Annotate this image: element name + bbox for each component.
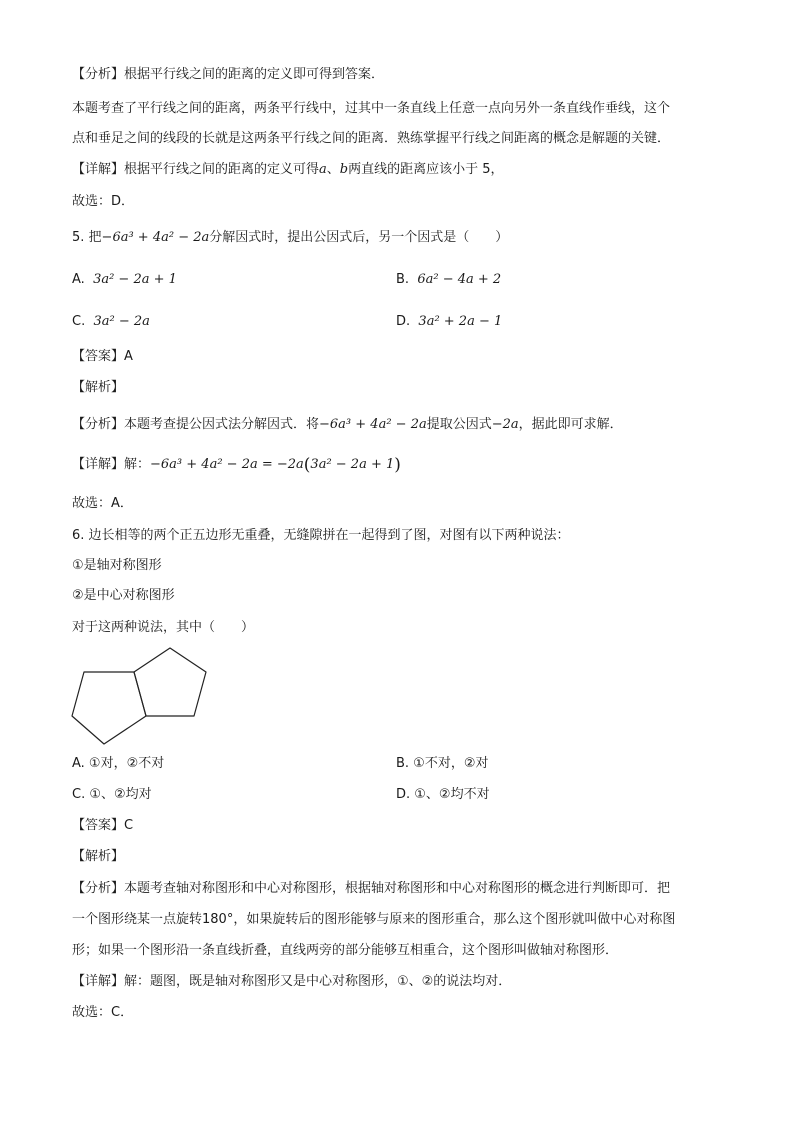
q6-analysis-line-1: 【分析】本题考查轴对称图形和中心对称图形，根据轴对称图形和中心对称图形的概念进行判断即可．把 xyxy=(72,881,671,896)
q5-choose: 故选：A． xyxy=(72,496,133,511)
q6-stem: 6. 边长相等的两个正五边形无重叠，无缝隙拼在一起得到了图，对图有以下两种说法： xyxy=(72,528,570,543)
q6-jiexi: 【解析】 xyxy=(72,849,125,864)
q5-option-b-expr: 6a² − 4a + 2 xyxy=(417,272,502,287)
q6-detail: 【详解】解：题图，既是轴对称图形又是中心对称图形，①、②的说法均对． xyxy=(72,974,512,989)
q4-detail-prefix: 【详解】根据平行线之间的距离的定义可得 xyxy=(72,162,320,177)
q5-analysis xyxy=(72,416,623,434)
q5-stem xyxy=(72,229,508,247)
q4-var-a: a xyxy=(319,162,327,177)
q5-detail-right-paren: ) xyxy=(394,455,401,475)
q4-analysis: 【分析】根据平行线之间的距离的定义即可得到答案． xyxy=(72,67,385,82)
q5-jiexi: 【解析】 xyxy=(72,380,125,395)
q5-option-c xyxy=(72,313,150,331)
q4-detail-suffix: 两直线的距离应该小于 5， xyxy=(348,162,504,177)
q6-analysis-line-3: 形；如果一个图形沿一条直线折叠，直线两旁的部分能够互相重合，这个图形叫做轴对称图形． xyxy=(72,943,619,958)
right-pentagon xyxy=(134,648,206,716)
q6-ask: 对于这两种说法，其中（ ） xyxy=(72,620,255,635)
two-pentagons-figure xyxy=(66,640,216,750)
q5-analysis-suffix: ，据此即可求解． xyxy=(518,417,623,432)
q5-analysis-prefix: 【分析】本题考查提公因式法分解因式．将 xyxy=(72,417,320,432)
q5-option-d-letter: D. xyxy=(396,314,411,329)
q6-answer: 【答案】C xyxy=(72,818,134,833)
q6-analysis-line-2: 一个图形绕某一点旋转180°，如果旋转后的图形能够与原来的图形重合，那么这个图形就叫做中心对称图 xyxy=(72,912,676,927)
q5-option-d-expr: 3a² + 2a − 1 xyxy=(418,314,503,329)
q5-detail-expr: −6a³ + 4a² − 2a = −2a xyxy=(150,457,304,472)
q5-stem-expr: −6a³ + 4a² − 2a xyxy=(101,230,210,245)
q5-option-a xyxy=(72,271,177,289)
q5-option-c-expr: 3a² − 2a xyxy=(93,314,150,329)
q5-option-b-letter: B. xyxy=(396,272,410,287)
q5-stem-suffix: 分解因式时，提出公因式后，另一个因式是（ ） xyxy=(209,230,509,245)
q5-analysis-mid: 提取公因式 xyxy=(426,417,492,432)
q5-analysis-factor: −2a xyxy=(491,417,519,432)
q4-sep: 、 xyxy=(326,162,340,177)
q5-detail-prefix: 【详解】解： xyxy=(72,457,151,472)
q4-note-line-2: 点和垂足之间的线段的长就是这两条平行线之间的距离．熟练掌握平行线之间距离的概念是解题的关键． xyxy=(72,131,671,146)
q5-option-b xyxy=(396,271,501,289)
q4-note-line-1: 本题考查了平行线之间的距离，两条平行线中，过其中一条直线上任意一点向另外一条直线作垂线，这个 xyxy=(72,101,671,116)
q6-option-b: B. ①不对，②对 xyxy=(396,756,489,771)
q6-claim-1: ①是轴对称图形 xyxy=(72,558,162,573)
q6-option-d: D. ①、②均不对 xyxy=(396,787,490,802)
q6-claim-2: ②是中心对称图形 xyxy=(72,588,175,603)
q5-detail xyxy=(72,456,401,474)
q6-choose: 故选：C． xyxy=(72,1005,134,1020)
q5-option-a-letter: A. xyxy=(72,272,85,287)
q6-option-c: C. ①、②均对 xyxy=(72,787,152,802)
left-pentagon xyxy=(72,672,146,744)
q5-detail-left-paren: ( xyxy=(303,455,311,475)
q5-option-a-expr: 3a² − 2a + 1 xyxy=(93,272,177,287)
q5-analysis-expr: −6a³ + 4a² − 2a xyxy=(319,417,427,432)
q5-option-c-letter: C. xyxy=(72,314,86,329)
q5-option-d xyxy=(396,313,502,331)
q4-var-b: b xyxy=(339,162,349,177)
q5-stem-prefix: 5. 把 xyxy=(72,230,102,245)
q5-answer: 【答案】A xyxy=(72,349,133,364)
q4-detail xyxy=(72,161,504,179)
q4-choose: 故选：D． xyxy=(72,194,135,209)
q6-option-a: A. ①对，②不对 xyxy=(72,756,165,771)
q5-detail-inner: 3a² − 2a + 1 xyxy=(310,457,395,472)
